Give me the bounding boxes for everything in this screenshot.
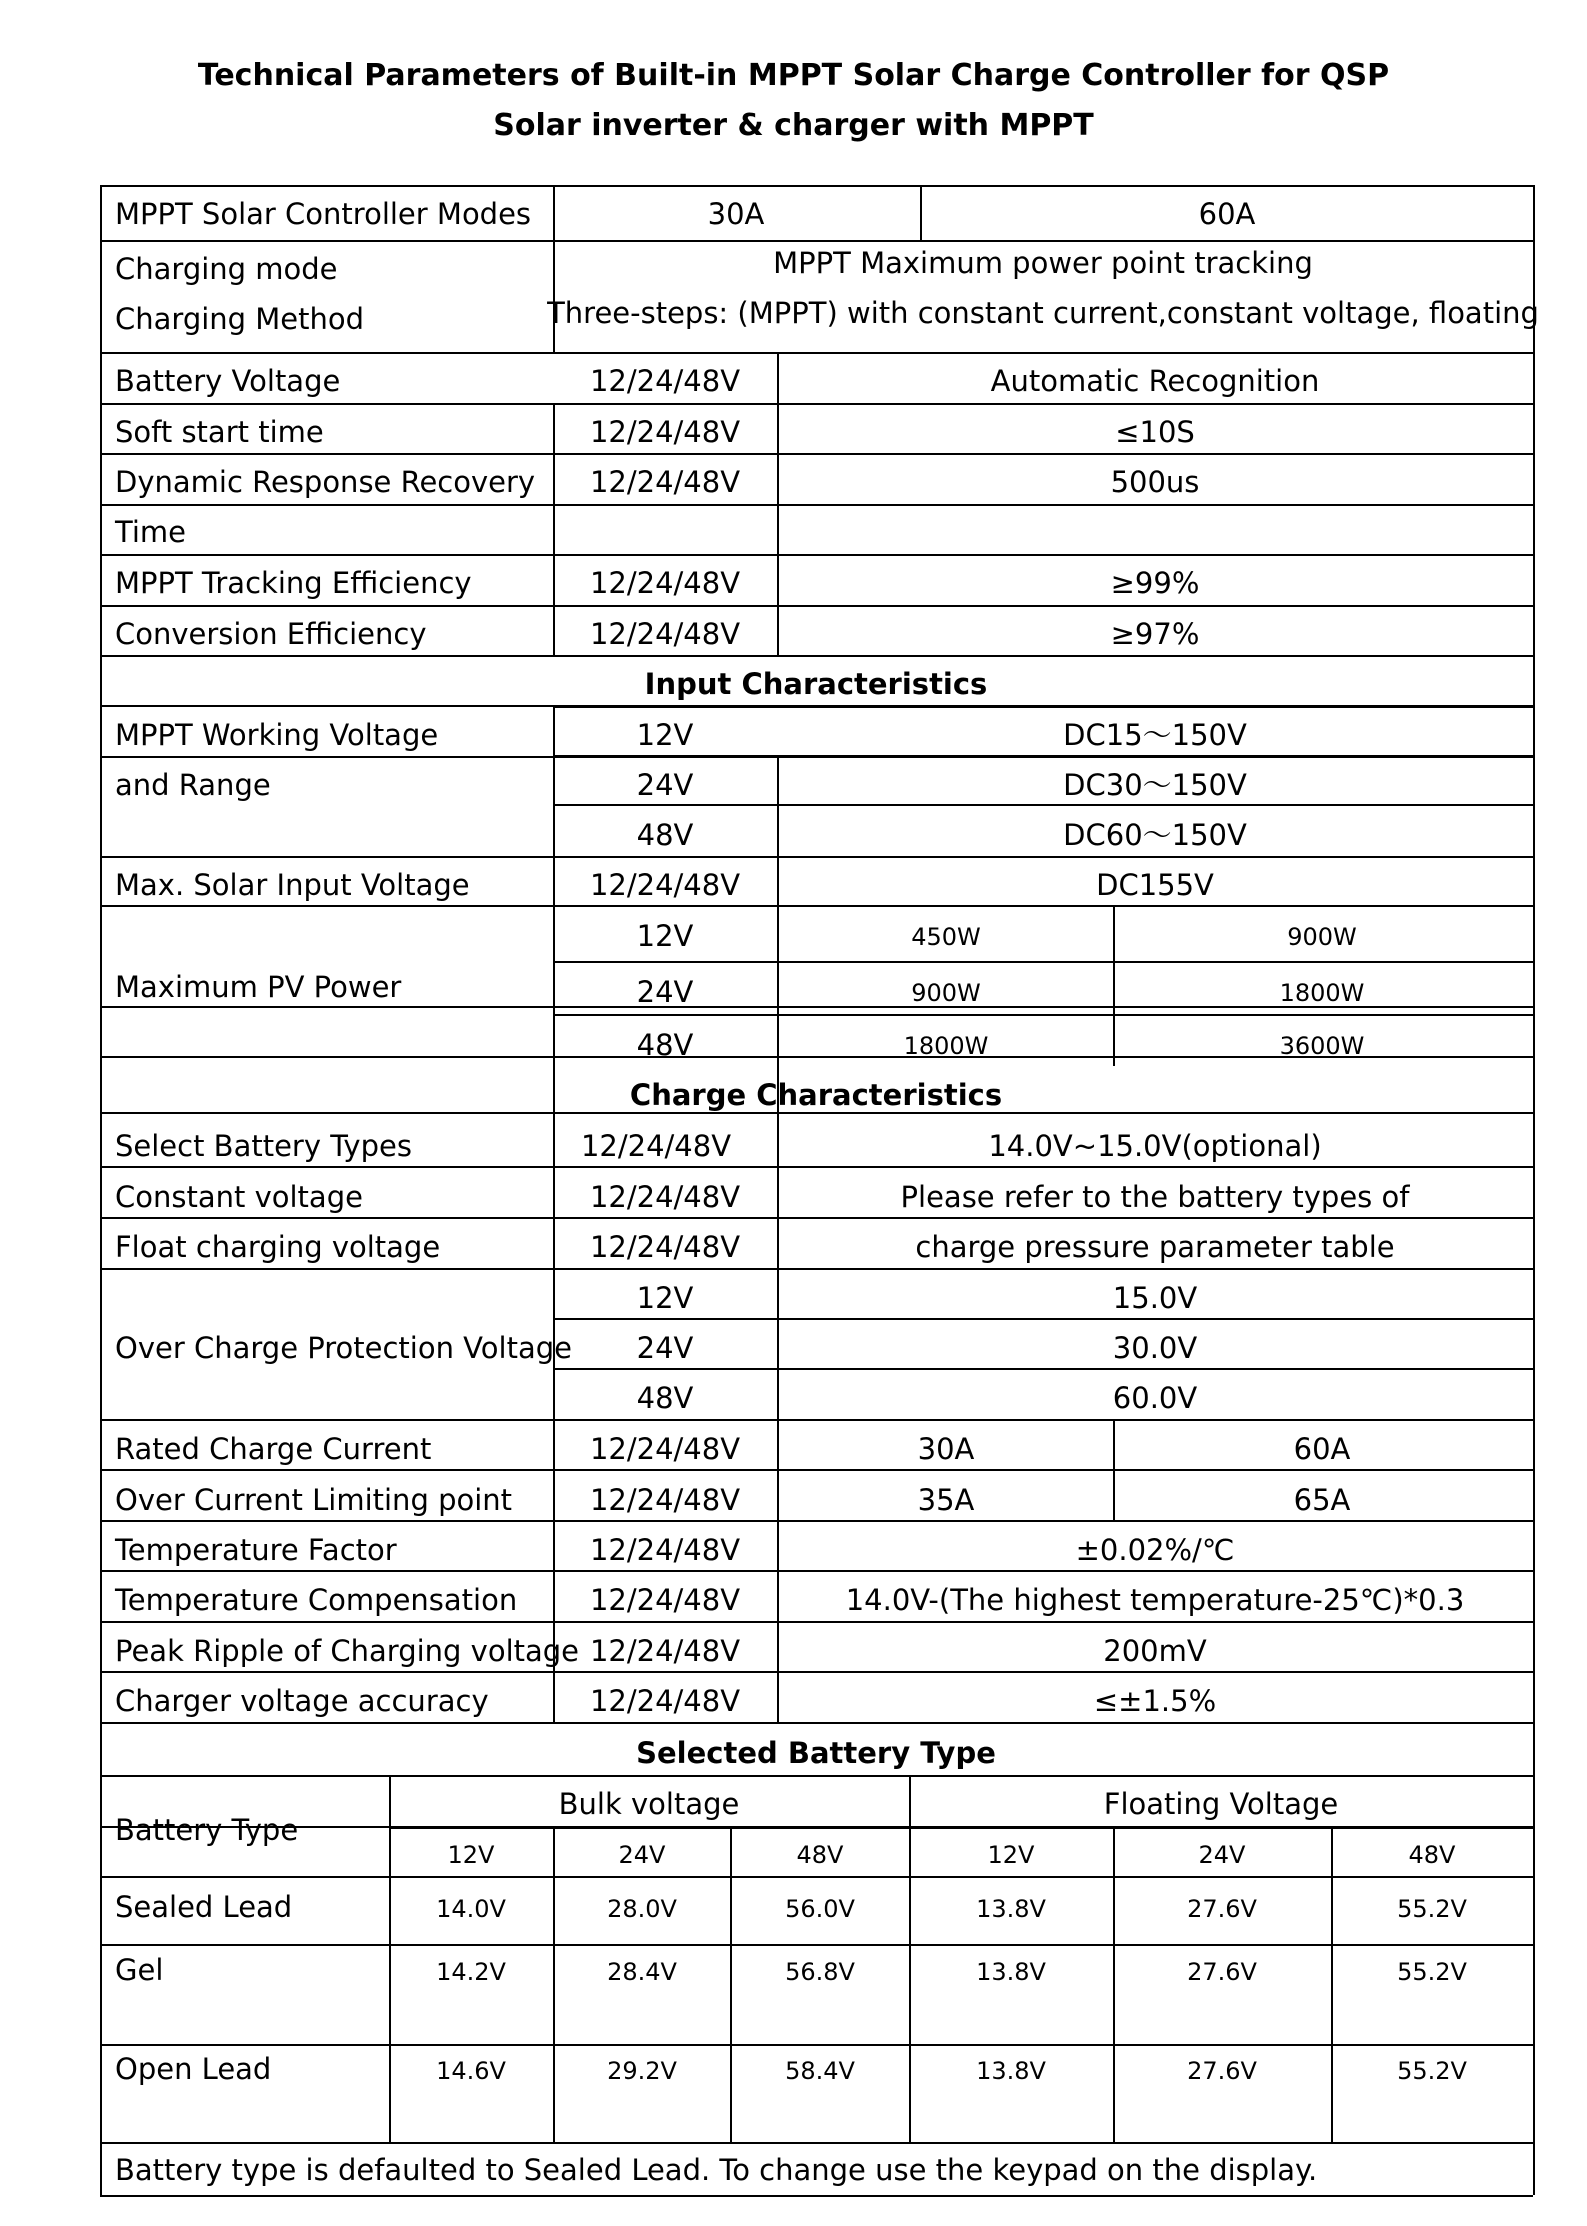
table-rule bbox=[1113, 1419, 1115, 1520]
table-rule bbox=[389, 1827, 1533, 1829]
table-rule bbox=[920, 185, 922, 240]
table-cell: 27.6V bbox=[1187, 1895, 1257, 1923]
table-cell: MPPT Maximum power point tracking bbox=[773, 246, 1313, 280]
section-heading: Input Characteristics bbox=[644, 667, 988, 701]
table-rule bbox=[1113, 905, 1115, 1066]
column-header: 48V bbox=[1408, 1841, 1456, 1869]
table-rule bbox=[100, 1469, 1533, 1471]
table-cell: 24V bbox=[636, 975, 694, 1009]
table-cell: 55.2V bbox=[1397, 1895, 1467, 1923]
row-label: Time bbox=[115, 515, 186, 549]
row-label: Over Charge Protection Voltage bbox=[115, 1331, 572, 1365]
table-rule bbox=[909, 1775, 911, 2144]
table-rule bbox=[100, 1671, 1533, 1673]
table-cell: 24V bbox=[636, 768, 694, 802]
column-header: 12V bbox=[447, 1841, 495, 1869]
section-heading: Selected Battery Type bbox=[636, 1736, 996, 1770]
table-cell: 12/24/48V bbox=[580, 1129, 732, 1163]
table-cell: 12/24/48V bbox=[589, 415, 741, 449]
table-cell: 58.4V bbox=[785, 2057, 855, 2085]
table-cell: 1800W bbox=[903, 1032, 989, 1060]
table-cell: 12V bbox=[636, 919, 694, 953]
table-cell: 48V bbox=[636, 1028, 694, 1062]
row-label: Soft start time bbox=[115, 415, 324, 449]
table-cell: 14.0V~15.0V(optional) bbox=[988, 1129, 1322, 1163]
table-cell: 14.0V-(The highest temperature-25℃)*0.3 bbox=[845, 1583, 1465, 1617]
row-label: Charging mode bbox=[115, 252, 338, 286]
row-label: MPPT Tracking Efficiency bbox=[115, 566, 472, 600]
table-rule bbox=[100, 352, 1533, 354]
table-rule bbox=[100, 1876, 1533, 1878]
table-cell: 12/24/48V bbox=[589, 566, 741, 600]
table-rule bbox=[100, 2195, 1533, 2197]
table-cell: 12/24/48V bbox=[589, 617, 741, 651]
table-rule bbox=[100, 2142, 1533, 2144]
table-cell: 13.8V bbox=[976, 1895, 1046, 1923]
table-rule bbox=[553, 706, 555, 1722]
table-cell: 1800W bbox=[1279, 979, 1365, 1007]
table-cell: DC60～150V bbox=[1063, 818, 1247, 852]
table-rule bbox=[100, 185, 102, 2195]
table-cell: 3600W bbox=[1279, 1032, 1365, 1060]
table-rule bbox=[1533, 185, 1535, 2195]
row-label: Sealed Lead bbox=[115, 1890, 293, 1924]
table-cell: 55.2V bbox=[1397, 2057, 1467, 2085]
table-rule bbox=[100, 1112, 1533, 1114]
column-header: 24V bbox=[1198, 1841, 1246, 1869]
row-label: MPPT Working Voltage bbox=[115, 718, 439, 752]
table-rule bbox=[100, 1944, 1533, 1946]
table-cell: 14.0V bbox=[436, 1895, 506, 1923]
table-cell: 55.2V bbox=[1397, 1958, 1467, 1986]
table-cell: 900W bbox=[911, 979, 981, 1007]
table-rule bbox=[100, 1520, 1533, 1522]
table-cell: 12V bbox=[636, 718, 694, 752]
table-rule bbox=[100, 1722, 1533, 1724]
table-rule bbox=[100, 240, 1533, 242]
table-cell: 28.4V bbox=[607, 1958, 677, 1986]
table-cell: 12V bbox=[636, 1281, 694, 1315]
table-cell: DC30～150V bbox=[1063, 768, 1247, 802]
table-cell: 65A bbox=[1293, 1483, 1351, 1517]
table-cell: DC155V bbox=[1096, 868, 1214, 902]
table-cell: Automatic Recognition bbox=[990, 364, 1320, 398]
table-rule bbox=[553, 1014, 1533, 1016]
table-cell: ≤10S bbox=[1115, 415, 1195, 449]
column-header: 24V bbox=[618, 1841, 666, 1869]
row-label: Temperature Compensation bbox=[115, 1583, 518, 1617]
table-rule bbox=[100, 1570, 1533, 1572]
table-rule bbox=[100, 655, 1533, 657]
table-cell: 15.0V bbox=[1112, 1281, 1198, 1315]
table-cell: Please refer to the battery types of bbox=[900, 1180, 1410, 1214]
row-label: Maximum PV Power bbox=[115, 970, 402, 1004]
row-label: Constant voltage bbox=[115, 1180, 363, 1214]
table-rule bbox=[100, 1621, 1533, 1623]
table-rule bbox=[100, 1268, 1533, 1270]
table-cell: 200mV bbox=[1103, 1634, 1207, 1668]
row-label: Charger voltage accuracy bbox=[115, 1684, 489, 1718]
table-cell: 500us bbox=[1110, 465, 1200, 499]
table-cell: ≥97% bbox=[1110, 617, 1200, 651]
table-rule bbox=[100, 856, 1533, 858]
table-rule bbox=[553, 403, 555, 655]
table-rule bbox=[553, 804, 1533, 806]
table-cell: 60A bbox=[1198, 197, 1256, 231]
table-rule bbox=[100, 905, 1533, 907]
table-rule bbox=[100, 1419, 1533, 1421]
table-cell: Three-steps: (MPPT) with constant current,constant voltage, floating bbox=[547, 296, 1539, 330]
table-cell: 27.6V bbox=[1187, 2057, 1257, 2085]
table-cell: 48V bbox=[636, 818, 694, 852]
table-cell: 30A bbox=[707, 197, 765, 231]
table-cell: 56.0V bbox=[785, 1895, 855, 1923]
table-rule bbox=[100, 403, 1533, 405]
table-cell: 24V bbox=[636, 1331, 694, 1365]
table-cell: 12/24/48V bbox=[589, 868, 741, 902]
table-cell: 12/24/48V bbox=[589, 364, 741, 398]
row-label: and Range bbox=[115, 768, 271, 802]
table-cell: 12/24/48V bbox=[589, 1583, 741, 1617]
table-cell: 450W bbox=[911, 923, 981, 951]
table-rule bbox=[100, 453, 1533, 455]
table-rule bbox=[553, 1368, 1533, 1370]
table-cell: 12/24/48V bbox=[589, 1684, 741, 1718]
table-cell: 900W bbox=[1287, 923, 1357, 951]
table-cell: ±0.02%/℃ bbox=[1075, 1533, 1235, 1567]
table-cell: ≤±1.5% bbox=[1093, 1684, 1217, 1718]
table-rule bbox=[100, 1166, 1533, 1168]
document-title-line-2: Solar inverter & charger with MPPT bbox=[493, 108, 1094, 143]
section-heading: Charge Characteristics bbox=[629, 1078, 1003, 1112]
table-cell: charge pressure parameter table bbox=[915, 1230, 1395, 1264]
row-label: Temperature Factor bbox=[115, 1533, 397, 1567]
table-rule bbox=[1113, 1827, 1115, 2144]
table-rule bbox=[777, 352, 779, 655]
table-cell: 13.8V bbox=[976, 2057, 1046, 2085]
table-rule bbox=[389, 1775, 391, 2144]
table-rule bbox=[777, 756, 779, 1722]
row-label: Battery Type bbox=[115, 1813, 299, 1847]
table-cell: 14.6V bbox=[436, 2057, 506, 2085]
row-label: Over Current Limiting point bbox=[115, 1483, 513, 1517]
row-label: Dynamic Response Recovery bbox=[115, 465, 536, 499]
table-rule bbox=[100, 554, 1533, 556]
table-cell: 12/24/48V bbox=[589, 465, 741, 499]
row-label: Gel bbox=[115, 1953, 164, 1987]
table-cell: 28.0V bbox=[607, 1895, 677, 1923]
table-cell: 12/24/48V bbox=[589, 1533, 741, 1567]
table-cell: 48V bbox=[636, 1381, 694, 1415]
table-rule bbox=[100, 605, 1533, 607]
table-cell: 12/24/48V bbox=[589, 1180, 741, 1214]
table-rule bbox=[100, 1217, 1533, 1219]
row-label: Rated Charge Current bbox=[115, 1432, 432, 1466]
table-cell: 12/24/48V bbox=[589, 1432, 741, 1466]
column-header: 12V bbox=[987, 1841, 1035, 1869]
table-rule bbox=[1331, 1827, 1333, 2144]
row-label: Charging Method bbox=[115, 302, 365, 336]
table-cell: Bulk voltage bbox=[558, 1787, 740, 1821]
table-cell: 27.6V bbox=[1187, 1958, 1257, 1986]
footnote: Battery type is defaulted to Sealed Lead. To change use the keypad on the display. bbox=[115, 2153, 1318, 2187]
table-rule bbox=[100, 1775, 1533, 1777]
table-cell: DC15～150V bbox=[1063, 718, 1247, 752]
table-rule bbox=[100, 2044, 1533, 2046]
table-cell: 12/24/48V bbox=[589, 1230, 741, 1264]
row-label: MPPT Solar Controller Modes bbox=[115, 197, 532, 231]
table-cell: 29.2V bbox=[607, 2057, 677, 2085]
table-cell: 60.0V bbox=[1112, 1381, 1198, 1415]
document-title-line-1: Technical Parameters of Built-in MPPT Solar Charge Controller for QSP bbox=[197, 58, 1390, 93]
table-rule bbox=[553, 1827, 555, 2144]
table-cell: 13.8V bbox=[976, 1958, 1046, 1986]
row-label: Float charging voltage bbox=[115, 1230, 441, 1264]
table-cell: 30A bbox=[917, 1432, 975, 1466]
table-cell: 12/24/48V bbox=[589, 1483, 741, 1517]
table-rule bbox=[553, 706, 1533, 708]
row-label: Select Battery Types bbox=[115, 1129, 412, 1163]
table-rule bbox=[730, 1827, 732, 2144]
row-label: Open Lead bbox=[115, 2052, 272, 2086]
table-cell: 35A bbox=[917, 1483, 975, 1517]
table-rule bbox=[553, 1318, 1533, 1320]
column-header: 48V bbox=[796, 1841, 844, 1869]
table-cell: 56.8V bbox=[785, 1958, 855, 1986]
table-cell: 30.0V bbox=[1112, 1331, 1198, 1365]
row-label: Peak Ripple of Charging voltage bbox=[115, 1634, 580, 1668]
table-cell: ≥99% bbox=[1110, 566, 1200, 600]
row-label: Battery Voltage bbox=[115, 364, 341, 398]
table-cell: Floating Voltage bbox=[1103, 1787, 1339, 1821]
table-cell: 14.2V bbox=[436, 1958, 506, 1986]
table-cell: 60A bbox=[1293, 1432, 1351, 1466]
table-rule bbox=[100, 185, 1533, 187]
table-rule bbox=[553, 961, 1533, 963]
table-rule bbox=[553, 755, 1533, 757]
row-label: Max. Solar Input Voltage bbox=[115, 868, 470, 902]
table-cell: 12/24/48V bbox=[589, 1634, 741, 1668]
table-rule bbox=[100, 504, 1533, 506]
row-label: Conversion Efficiency bbox=[115, 617, 427, 651]
